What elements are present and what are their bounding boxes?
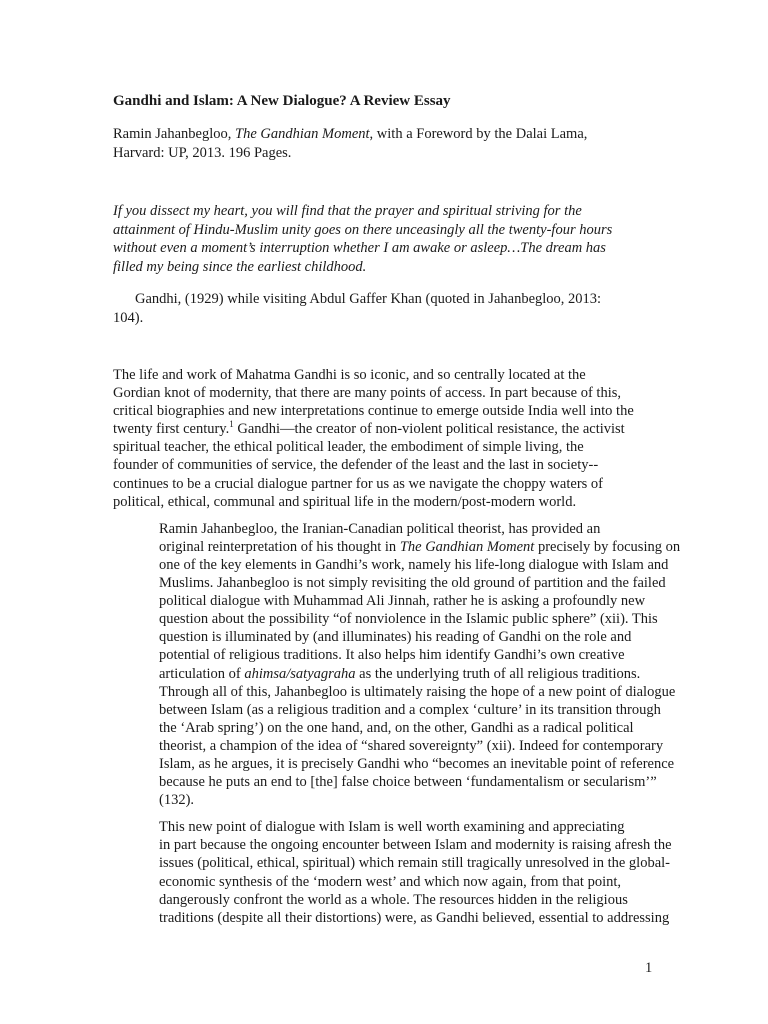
epigraph-quote xyxy=(113,202,653,276)
body-line: critical biographies and new interpretations continue to emerge outside India well into the xyxy=(113,403,634,420)
body-line: between Islam (as a religious tradition and a complex ‘culture’ in its transition through xyxy=(159,701,661,718)
body-line: because he puts an end to [the] false choice between ‘fundamentalism or secularism’” xyxy=(159,774,657,791)
body-line xyxy=(113,665,655,683)
page-number: 1 xyxy=(645,960,653,976)
epigraph-line: without even a moment’s interruption whether I am awake or asleep…The dream has xyxy=(113,240,606,256)
epigraph-line: filled my being since the earliest childhood. xyxy=(113,258,367,275)
body-line: issues (political, ethical, spiritual) which remain still tragically unresolved in the global- xyxy=(159,855,670,872)
body-text: articulation of xyxy=(159,665,245,682)
body-line xyxy=(113,538,681,556)
book-citation xyxy=(113,125,653,163)
body-text: original reinterpretation of his thought in xyxy=(159,538,400,555)
attribution-line: 104). xyxy=(113,310,144,326)
body-line: one of the key elements in Gandhi’s work, namely his life-long dialogue with Islam and xyxy=(159,556,669,573)
body-line: (132). xyxy=(159,792,195,809)
epigraph-line: If you dissect my heart, you will find that the prayer and spiritual striving for the xyxy=(113,203,582,219)
paragraph-3 xyxy=(113,818,672,927)
book-title-ref: The Gandhian Moment xyxy=(399,538,535,555)
body-line: theorist, a champion of the idea of “shared sovereignty” (xii). Indeed for contemporary xyxy=(159,737,664,754)
body-line: founder of communities of service, the defender of the least and the last in society-- xyxy=(113,457,599,474)
body-line: Ramin Jahanbegloo, the Iranian-Canadian political theorist, has provided an xyxy=(159,520,601,537)
epigraph-line: attainment of Hindu-Muslim unity goes on there unceasingly all the twenty-four hours xyxy=(113,221,613,238)
ahimsa-term: ahimsa/satyagraha xyxy=(244,665,356,682)
epigraph-attribution xyxy=(113,290,653,328)
body-line: traditions (despite all their distortions) were, as Gandhi believed, essential to addressing xyxy=(159,909,670,926)
body-line: question about the possibility “of nonviolence in the Islamic public sphere” (xii). This xyxy=(159,611,658,628)
body-line: in part because the ongoing encounter between Islam and modernity is raising afresh the xyxy=(159,837,672,854)
body-line: continues to be a crucial dialogue partner for us as we navigate the choppy waters of xyxy=(113,475,603,492)
body-line: Through all of this, Jahanbegloo is ultimately raising the hope of a new point of dialogue xyxy=(159,683,676,700)
body-line xyxy=(113,420,655,438)
body-text: precisely by focusing on xyxy=(534,538,681,555)
citation-publisher: Harvard: UP, 2013. 196 Pages. xyxy=(113,145,292,161)
paragraph-1 xyxy=(113,366,655,511)
body-line: potential of religious traditions. It also helps him identify Gandhi’s own creative xyxy=(159,647,625,664)
citation-book-title: The Gandhian Moment xyxy=(235,126,370,142)
body-text: as the underlying truth of all religious traditions. xyxy=(355,665,641,682)
body-line: economic synthesis of the ‘modern west’ and which now again, from that point, xyxy=(159,873,622,890)
essay-body xyxy=(113,366,681,936)
body-line: political dialogue with Muhammad Ali Jinnah, rather he is asking a profoundly new xyxy=(159,593,646,610)
paragraph-2 xyxy=(113,520,681,810)
attribution-line: Gandhi, (1929) while visiting Abdul Gaffer Khan (quoted in Jahanbegloo, 2013: xyxy=(135,291,602,307)
body-line: question is illuminated by (and illuminates) his reading of Gandhi on the role and xyxy=(159,629,632,646)
citation-rest: , with a Foreword by the Dalai Lama, xyxy=(369,126,588,142)
body-line: political, ethical, communal and spiritual life in the modern/post-modern world. xyxy=(113,493,577,510)
body-line: This new point of dialogue with Islam is well worth examining and appreciating xyxy=(159,819,625,836)
body-line: Muslims. Jahanbegloo is not simply revisiting the old ground of partition and the failed xyxy=(159,575,666,592)
body-line: Gordian knot of modernity, that there are many points of access. In part because of this, xyxy=(113,385,622,402)
citation-author: Ramin Jahanbegloo, xyxy=(113,126,236,142)
body-text: twenty first century. xyxy=(113,421,230,438)
body-text: Gandhi—the creator of non-violent political resistance, the activist xyxy=(233,421,625,438)
footnote-marker: 1 xyxy=(229,419,234,430)
body-line: the ‘Arab spring’) on the one hand, and, on the other, Gandhi as a radical political xyxy=(159,719,634,736)
body-line: spiritual teacher, the ethical political leader, the embodiment of simple living, the xyxy=(113,439,584,456)
body-line: dangerously confront the world as a whole. The resources hidden in the religious xyxy=(159,891,628,908)
body-line: The life and work of Mahatma Gandhi is so iconic, and so centrally located at the xyxy=(113,367,586,383)
essay-title: Gandhi and Islam: A New Dialogue? A Review Essay xyxy=(113,93,451,109)
body-line: Islam, as he argues, it is precisely Gandhi who “becomes an inevitable point of reference xyxy=(159,755,675,772)
